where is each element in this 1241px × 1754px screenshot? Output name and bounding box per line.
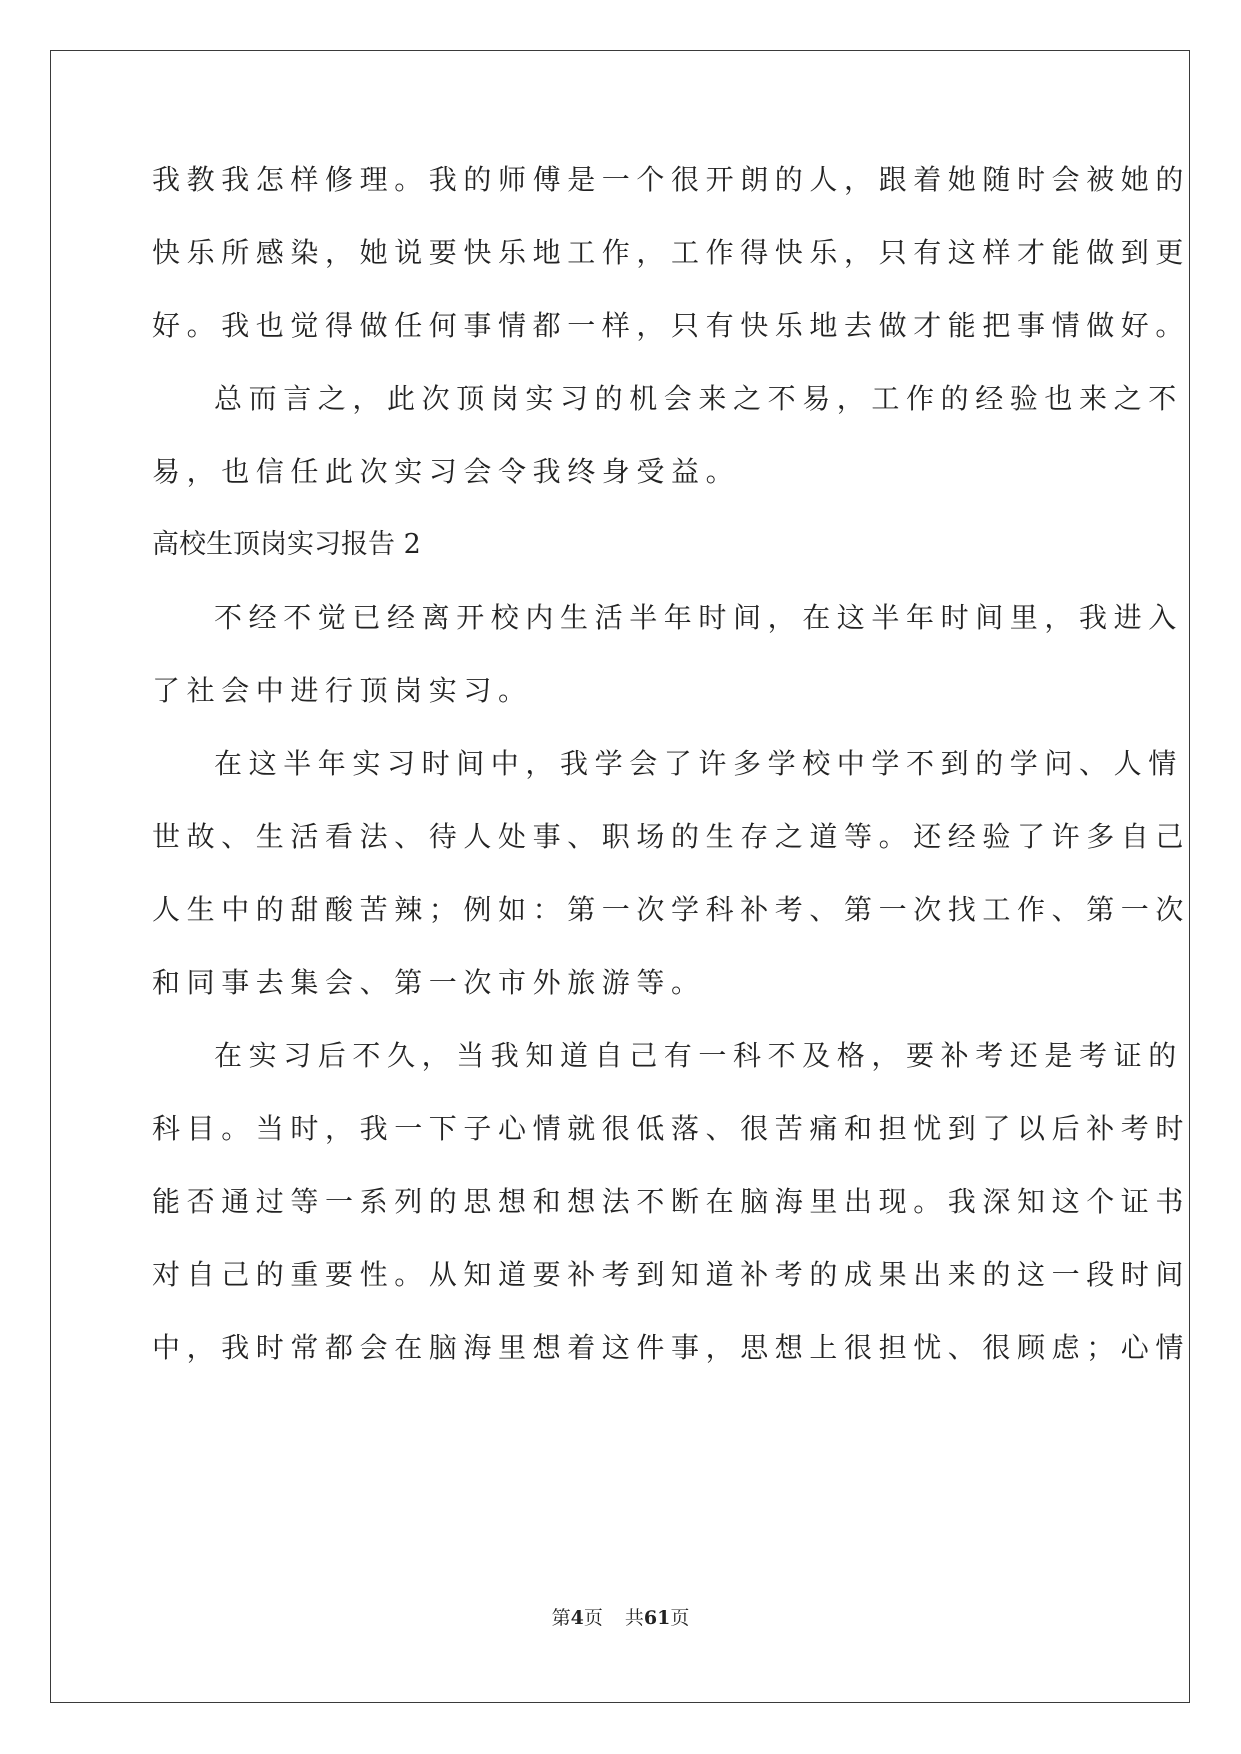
paragraph-first-line: 在实习后不久，当我知道自己有一科不及格，要补考还是考证的: [214, 1039, 1183, 1072]
text-line: 中，我时常都会在脑海里想着这件事，思想上很担忧、很顾虑；心情: [152, 1331, 1191, 1364]
page-number: 4: [570, 1607, 584, 1629]
text-line: 科目。当时，我一下子心情就很低落、很苦痛和担忧到了以后补考时: [152, 1112, 1191, 1145]
text-line: 能否通过等一系列的思想和想法不断在脑海里出现。我深知这个证书: [152, 1185, 1191, 1218]
total-suffix: 页: [670, 1607, 690, 1629]
page-total: 61: [643, 1607, 671, 1629]
total-prefix: 共: [624, 1607, 644, 1629]
text-line: 和同事去集会、第一次市外旅游等。: [152, 966, 706, 999]
text-line: 易，也信任此次实习会令我终身受益。: [152, 455, 741, 488]
text-line: 了社会中进行顶岗实习。: [152, 674, 533, 707]
text-line: 我教我怎样修理。我的师傅是一个很开朗的人，跟着她随时会被她的: [152, 163, 1191, 196]
page-footer: [0, 1603, 1241, 1630]
paragraph-first-line: 总而言之，此次顶岗实习的机会来之不易，工作的经验也来之不: [214, 382, 1183, 415]
text-line: 世故、生活看法、待人处事、职场的生存之道等。还经验了许多自己: [152, 820, 1191, 853]
text-line: 快乐所感染，她说要快乐地工作，工作得快乐，只有这样才能做到更: [152, 236, 1191, 269]
page-suffix: 页: [583, 1607, 603, 1629]
page-prefix: 第: [551, 1607, 571, 1629]
paragraph-first-line: 在这半年实习时间中，我学会了许多学校中学不到的学问、人情: [214, 747, 1183, 780]
section-heading: 高校生顶岗实习报告 2: [152, 529, 421, 560]
text-line: 对自己的重要性。从知道要补考到知道补考的成果出来的这一段时间: [152, 1258, 1191, 1291]
text-line: 好。我也觉得做任何事情都一样，只有快乐地去做才能把事情做好。: [152, 309, 1191, 342]
page-border: [50, 50, 1190, 1703]
text-line: 人生中的甜酸苦辣；例如：第一次学科补考、第一次找工作、第一次: [152, 893, 1191, 926]
paragraph-first-line: 不经不觉已经离开校内生活半年时间，在这半年时间里，我进入: [214, 601, 1183, 634]
